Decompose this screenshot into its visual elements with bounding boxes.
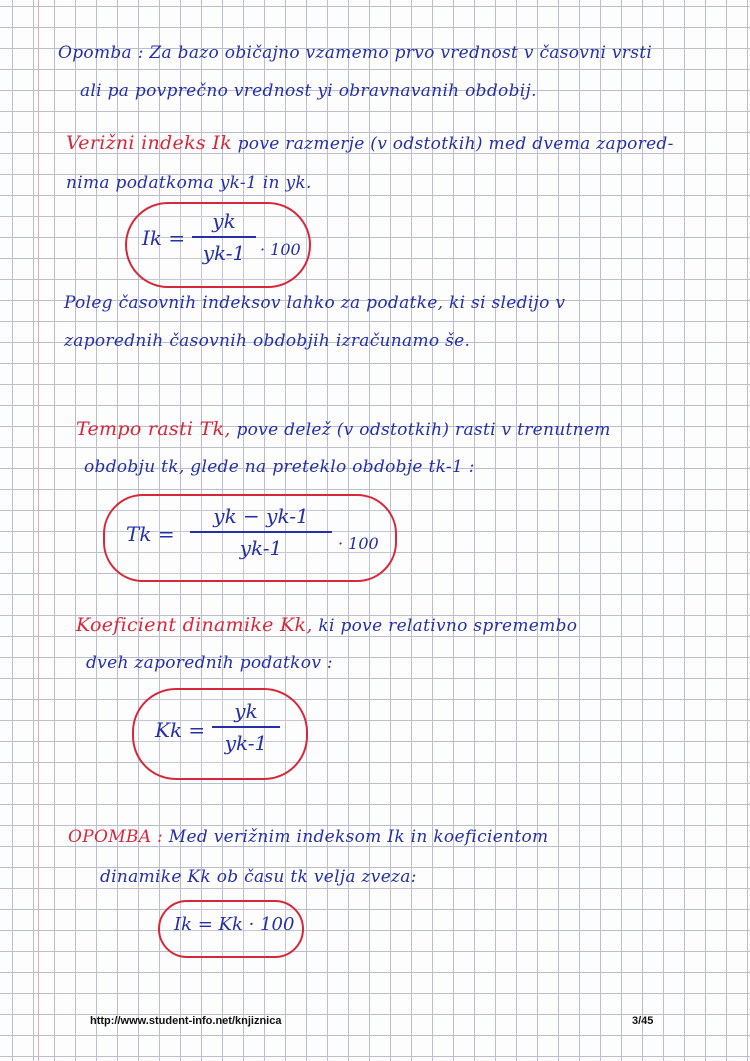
text-line-1: Poleg časovnih indeksov lahko za podatke, ki si sledijo v — [64, 293, 566, 313]
formula-3-fraction — [212, 698, 280, 756]
formula-2-denominator: yk-1 — [239, 536, 283, 560]
text-line-2: zaporednih časovnih obdobjih izračunamo še. — [64, 331, 471, 351]
formula-4: Ik = Kk · 100 — [174, 914, 295, 935]
formula-2-tail: · 100 — [338, 534, 379, 553]
page-number: 3/45 — [632, 1015, 654, 1027]
definition-line-2: obdobju tk, glede na preteklo obdobje tk-1 : — [84, 457, 475, 477]
formula-1-fraction — [192, 208, 256, 266]
note-2-text: Med verižnim indeksom Ik in koeficientom — [168, 827, 549, 847]
footer-url: http://www.student-info.net/knjiznica — [90, 1015, 282, 1027]
fraction-bar — [190, 531, 332, 533]
formula-2-lhs: Tk = — [126, 522, 175, 546]
note-2-label: OPOMBA : — [68, 827, 164, 847]
formula-3-numerator: yk — [234, 699, 258, 723]
note-2-line-1 — [68, 826, 548, 848]
note-2-line-2: dinamike Kk ob času tk velja zveza: — [100, 867, 417, 887]
fraction-bar — [192, 236, 256, 238]
formula-1-tail: · 100 — [260, 240, 301, 259]
formula-1-denominator: yk-1 — [202, 241, 246, 265]
term-growth-rate: Tempo rasti Tk, — [76, 418, 231, 440]
definition-text: pove delež (v odstotkih) rasti v trenutnem — [236, 420, 611, 440]
definition-line-2: nima podatkoma yk-1 in yk. — [66, 173, 312, 193]
term-chain-index: Verižni indeks Ik — [66, 132, 232, 154]
definition-text: pove razmerje (v odstotkih) med dvema zapored- — [237, 134, 674, 154]
definition-growth-rate — [76, 418, 611, 441]
margin-line — [38, 0, 39, 1061]
fraction-bar — [212, 726, 280, 728]
definition-chain-index — [66, 132, 674, 155]
term-dynamics-coefficient: Koeficient dinamike Kk, — [76, 614, 313, 636]
formula-1-numerator: yk — [212, 209, 236, 233]
formula-1-lhs: Ik = — [142, 226, 186, 250]
formula-2-fraction — [190, 503, 332, 561]
note-line-1: Opomba : Za bazo običajno vzamemo prvo vrednost v časovni vrsti — [58, 43, 653, 63]
definition-line-2: dveh zaporednih podatkov : — [86, 653, 333, 673]
formula-3-denominator: yk-1 — [224, 731, 268, 755]
note-line-2: ali pa povprečno vrednost yi obravnavanih obdobij. — [80, 81, 537, 101]
definition-dynamics-coefficient — [76, 614, 577, 637]
formula-2-numerator: yk − yk-1 — [213, 504, 309, 528]
definition-text: ki pove relativno spremembo — [318, 616, 578, 636]
formula-3-lhs: Kk = — [155, 718, 206, 742]
